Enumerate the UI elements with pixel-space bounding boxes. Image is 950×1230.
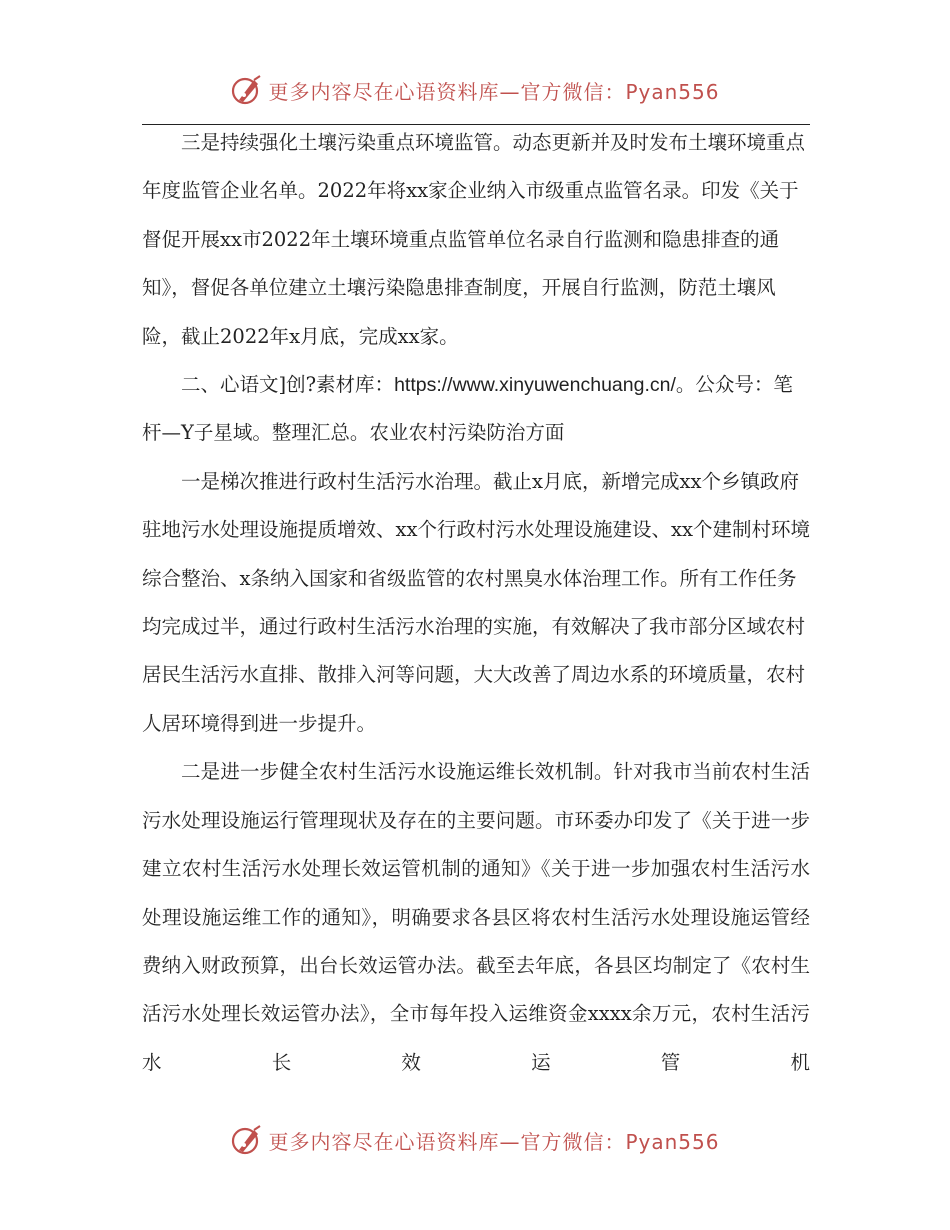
section-heading-prefix: 二、心语文]创?素材库：	[181, 373, 395, 397]
paragraph-maintenance-mechanism: 二是进一步健全农村生活污水设施运维长效机制。针对我市当前农村生活污水处理设施运行管理现状及存在的主要问题。市环委办印发了《关于进一步建立农村生活污水处理长效运管机制的通知》《关于进一步加强农村生活污水处理设施运维工作的通知》，明确要求各县区将农村生活污水处理设施运管经费纳入财政预算，出台长效运管办法。截至去年底，各县区均制定了《农村生活污水处理长效运管办法》，全市每年投入运维资金xxxx余万元，农村生活污水长效运管机	[142, 760, 810, 1074]
section-heading-suffix: 。公众号：笔杆—Y子星域。整理汇总。农业农村污染防治方面	[142, 373, 793, 445]
header-banner	[0, 70, 950, 110]
pen-nib-logo-icon	[230, 1123, 264, 1157]
header-banner-text: 更多内容尽在心语资料库—官方微信：Pyan556	[268, 79, 720, 104]
footer-banner-text: 更多内容尽在心语资料库—官方微信：Pyan556	[268, 1129, 720, 1154]
source-url: https://www.xinyuwenchuang.cn/	[394, 374, 676, 397]
footer-banner	[0, 1120, 950, 1160]
paragraph-section-heading	[142, 361, 810, 458]
paragraph-soil-supervision: 三是持续强化土壤污染重点环境监管。动态更新并及时发布土壤环境重点年度监管企业名单。2022年将xx家企业纳入市级重点监管名录。印发《关于督促开展xx市2022年土壤环境重点监管单位名录自行监测和隐患排查的通知》，督促各单位建立土壤污染隐患排查制度，开展自行监测，防范土壤风险，截止2022年x月底，完成xx家。	[142, 131, 806, 348]
document-body	[142, 119, 810, 1087]
pen-nib-logo-icon	[230, 73, 264, 107]
paragraph-sewage-treatment: 一是梯次推进行政村生活污水治理。截止x月底，新增完成xx个乡镇政府驻地污水处理设施提质增效、xx个行政村污水处理设施建设、xx个建制村环境综合整治、x条纳入国家和省级监管的农村黑臭水体治理工作。所有工作任务均完成过半，通过行政村生活污水治理的实施，有效解决了我市部分区域农村居民生活污水直排、散排入河等问题，大大改善了周边水系的环境质量，农村人居环境得到进一步提升。	[142, 469, 810, 735]
